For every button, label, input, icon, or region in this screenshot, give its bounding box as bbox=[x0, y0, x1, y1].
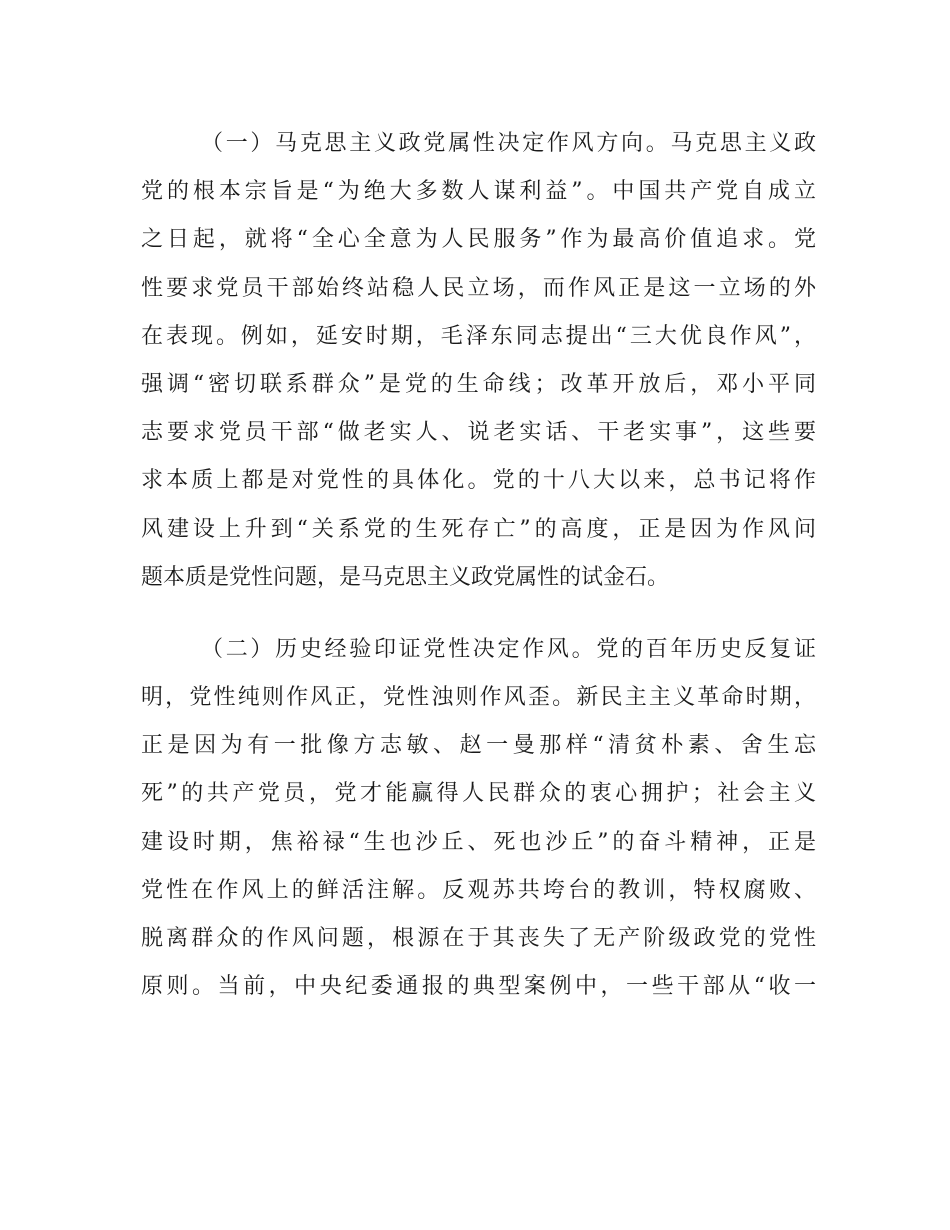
text-line: 强调“密切联系群众”是党的生命线；改革开放后，邓小平同 bbox=[141, 371, 816, 397]
paragraph-1 bbox=[141, 120, 816, 602]
text-line: 性要求党员干部始终站稳人民立场，而作风正是这一立场的外 bbox=[141, 275, 816, 301]
paragraph-spacer bbox=[141, 602, 816, 626]
text-line: 明，党性纯则作风正，党性浊则作风歪。新民主主义革命时期， bbox=[141, 685, 816, 711]
text-line: 死”的共产党员，党才能赢得人民群众的衷心拥护；社会主义 bbox=[141, 781, 816, 807]
text-line: 正是因为有一批像方志敏、赵一曼那样“清贫朴素、舍生忘 bbox=[141, 733, 816, 759]
text-line: 脱离群众的作风问题，根源在于其丧失了无产阶级政党的党性 bbox=[141, 926, 816, 951]
paragraph-2 bbox=[141, 626, 816, 1012]
text-line: 志要求党员干部“做老实人、说老实话、干老实事”，这些要 bbox=[141, 420, 816, 446]
document-body bbox=[141, 120, 816, 1011]
text-line: 之日起，就将“全心全意为人民服务”作为最高价值追求。党 bbox=[141, 227, 816, 253]
text-line: 党性在作风上的鲜活注解。反观苏共垮台的教训，特权腐败、 bbox=[141, 877, 816, 903]
text-line: 风建设上升到“关系党的生死存亡”的高度，正是因为作风问 bbox=[141, 516, 816, 542]
text-line: 在表现。例如，延安时期，毛泽东同志提出“三大优良作风”， bbox=[141, 323, 816, 349]
text-line: 题本质是党性问题，是马克思主义政党属性的试金石。 bbox=[141, 564, 670, 590]
text-line: （一）马克思主义政党属性决定作风方向。马克思主义政 bbox=[201, 131, 816, 156]
text-line: 求本质上都是对党性的具体化。党的十八大以来，总书记将作 bbox=[141, 468, 816, 494]
text-line: （二）历史经验印证党性决定作风。党的百年历史反复证 bbox=[201, 636, 816, 662]
text-line: 原则。当前，中央纪委通报的典型案例中，一些干部从“收一 bbox=[141, 974, 816, 1000]
text-line: 党的根本宗旨是“为绝大多数人谋利益”。中国共产党自成立 bbox=[141, 179, 816, 205]
text-line: 建设时期，焦裕禄“生也沙丘、死也沙丘”的奋斗精神，正是 bbox=[141, 829, 816, 855]
